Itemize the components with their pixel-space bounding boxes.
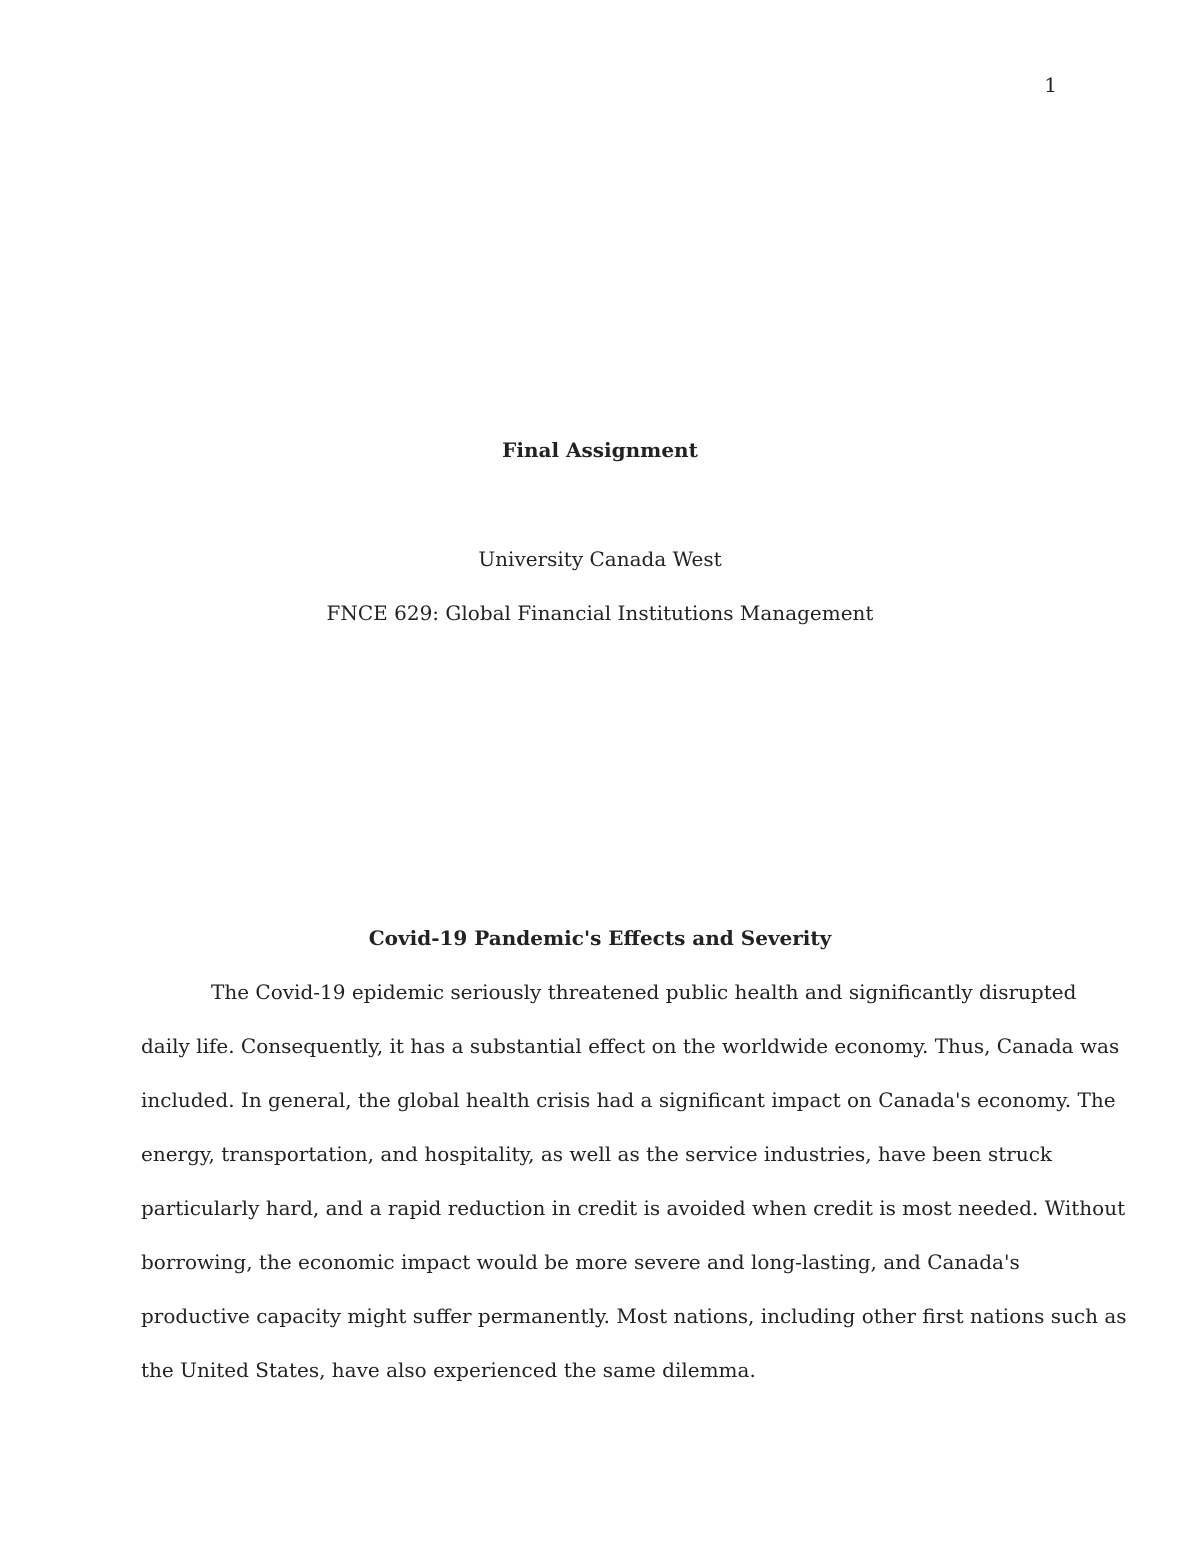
page-number: 1	[1044, 73, 1057, 97]
paragraph-line: daily life. Consequently, it has a substantial effect on the worldwide economy. Thus, Canada was	[141, 1034, 1120, 1058]
paragraph-line: borrowing, the economic impact would be more severe and long-lasting, and Canada's	[141, 1250, 1020, 1274]
paragraph-line: productive capacity might suffer permanently. Most nations, including other first nations such as	[141, 1304, 1127, 1328]
paragraph-line: energy, transportation, and hospitality, as well as the service industries, have been struck	[141, 1142, 1053, 1166]
document-title: Final Assignment	[502, 438, 698, 462]
body-paragraph	[141, 965, 1127, 1397]
paragraph-line: The Covid-19 epidemic seriously threatened public health and significantly disrupted	[211, 980, 1077, 1004]
institution-name: University Canada West	[478, 547, 722, 571]
paragraph-line: included. In general, the global health crisis had a significant impact on Canada's economy. The	[141, 1088, 1116, 1112]
paragraph-line: the United States, have also experienced the same dilemma.	[141, 1358, 756, 1382]
paragraph-line: particularly hard, and a rapid reduction in credit is avoided when credit is most needed. Without	[141, 1196, 1126, 1220]
course-name: FNCE 629: Global Financial Institutions Management	[326, 601, 874, 625]
title-block	[0, 436, 1200, 464]
section-heading: Covid-19 Pandemic's Effects and Severity	[368, 926, 832, 950]
